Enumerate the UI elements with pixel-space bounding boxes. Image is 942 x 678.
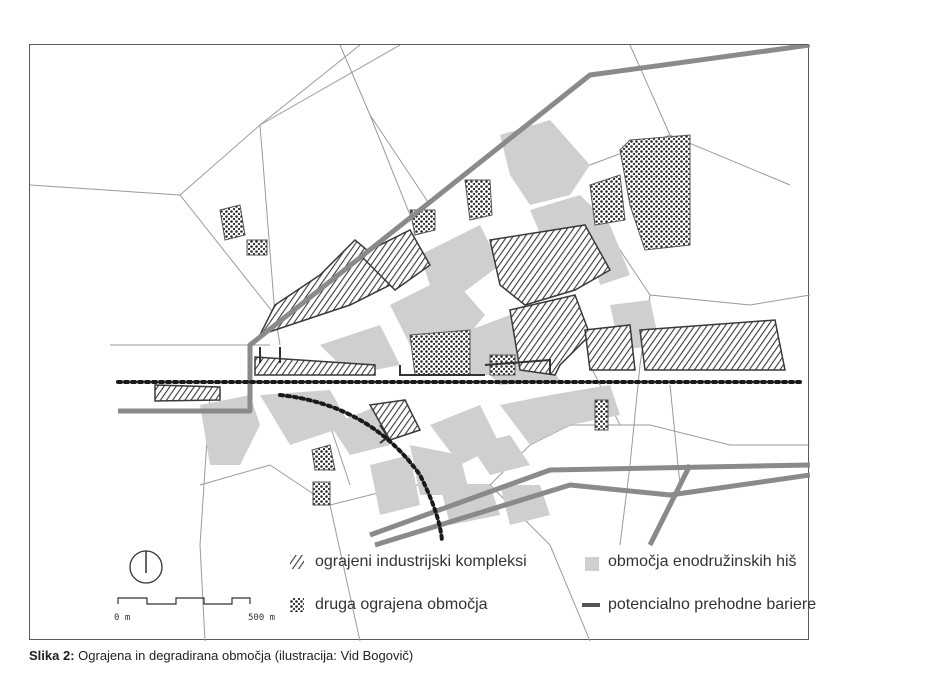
scale-end-label: 500 m bbox=[248, 613, 276, 623]
scale-bar bbox=[118, 598, 250, 604]
map-figure bbox=[29, 44, 817, 640]
legend-label-other: druga ograjena območja bbox=[315, 596, 488, 613]
figure-caption bbox=[29, 648, 413, 663]
caption-prefix: Slika 2: bbox=[29, 648, 75, 663]
north-arrow-icon bbox=[130, 551, 162, 583]
legend-swatch-industrial bbox=[290, 555, 304, 569]
legend-label-industrial: ograjeni industrijski kompleksi bbox=[315, 553, 527, 570]
legend-label-barrier: potencialno prehodne bariere bbox=[608, 596, 817, 613]
legend-swatch-houses bbox=[585, 557, 599, 571]
scale-start-label: 0 m bbox=[114, 613, 131, 623]
caption-text: Ograjena in degradirana območja (ilustracija: Vid Bogovič) bbox=[74, 648, 414, 663]
legend-swatch-other bbox=[290, 598, 304, 612]
map-canvas bbox=[30, 45, 810, 641]
legend-label-houses: območja enodružinskih hiš bbox=[608, 553, 797, 570]
